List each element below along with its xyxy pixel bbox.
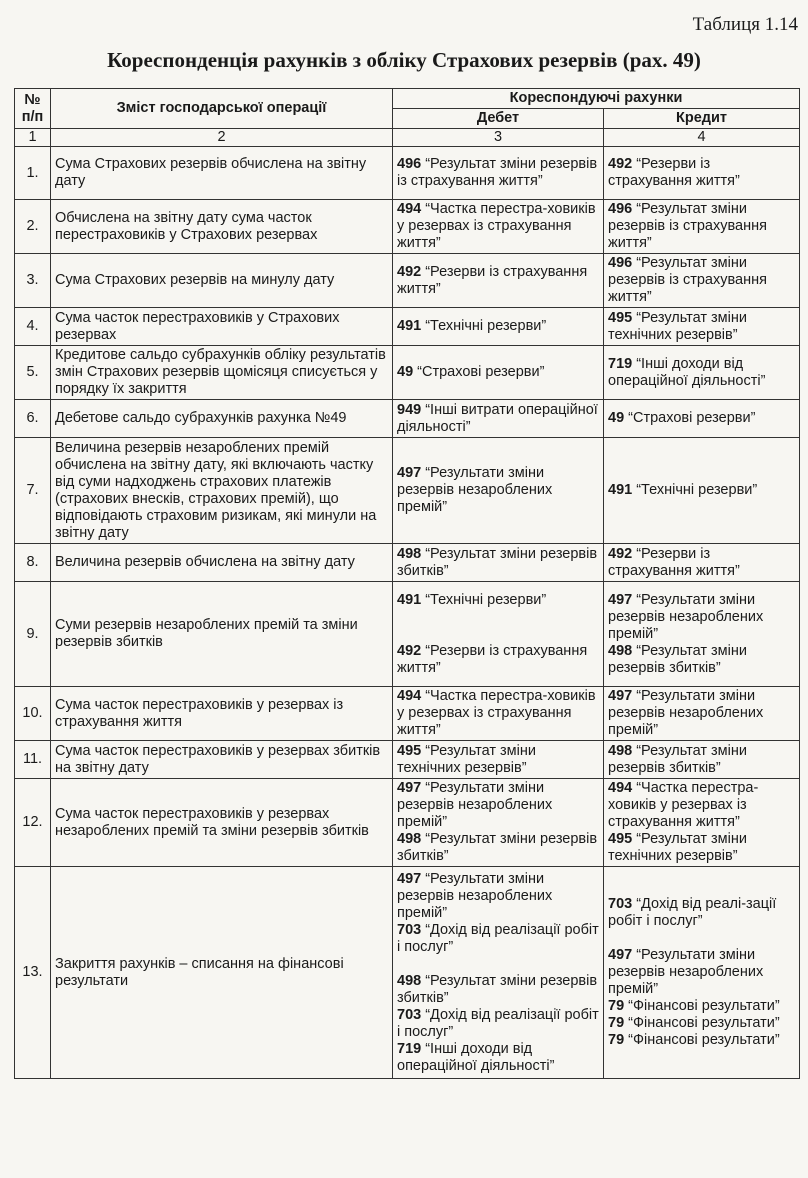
debit-cell — [393, 438, 604, 544]
account-name: “Резерви із страхування життя” — [397, 263, 588, 297]
column-index: 2 — [51, 129, 393, 147]
row-number: 13. — [15, 867, 51, 1079]
account-code: 497 — [397, 465, 422, 481]
account-entry — [608, 947, 795, 998]
account-name: “Результат зміни резервів збитків” — [397, 831, 598, 864]
account-entry — [608, 410, 795, 427]
account-entry — [608, 201, 795, 252]
account-entry — [397, 922, 599, 956]
account-code: 497 — [397, 870, 422, 887]
row-number: 11. — [15, 741, 51, 779]
account-name: “Дохід від реалі-зації робіт і послуг” — [608, 896, 777, 929]
credit-cell — [604, 544, 800, 582]
account-entry — [397, 156, 599, 190]
table-row — [15, 779, 800, 867]
account-name: “Фінансові результати” — [624, 1015, 780, 1031]
account-name: “Результат зміни технічних резервів” — [608, 309, 747, 343]
debit-cell — [393, 254, 604, 308]
row-number: 1. — [15, 147, 51, 200]
account-code: 79 — [608, 998, 625, 1014]
table-label: Таблиця 1.14 — [692, 14, 798, 35]
entry-spacer — [397, 626, 599, 643]
account-name: “Результат зміни технічних резервів” — [397, 742, 536, 776]
account-name: “Результати зміни резервів незароблених премій” — [608, 688, 764, 738]
account-entry — [608, 356, 795, 390]
header-debit: Дебет — [393, 109, 604, 129]
account-name: “Результат зміни технічних резервів” — [608, 831, 747, 864]
correspondence-table — [14, 88, 800, 1079]
operation-description: Дебетове сальдо субрахунків рахунка №49 — [51, 400, 393, 438]
account-entry — [608, 255, 795, 306]
column-index: 1 — [15, 129, 51, 147]
credit-cell — [604, 867, 800, 1079]
account-name: “Дохід від реалізації робіт і послуг” — [397, 1006, 599, 1040]
account-code: 703 — [608, 896, 633, 912]
debit-cell — [393, 687, 604, 741]
credit-cell — [604, 147, 800, 200]
debit-cell — [393, 544, 604, 582]
account-entry — [397, 743, 599, 777]
account-name: “Фінансові результати” — [624, 1032, 780, 1048]
operation-description: Суми резервів незароблених премій та зміни резервів збитків — [51, 582, 393, 687]
account-name: “Інші доходи від операційної діяльності” — [608, 355, 766, 389]
account-name: “Технічні резерви” — [421, 591, 547, 608]
header-content: Зміст господарської операції — [51, 89, 393, 129]
account-name: “Результати зміни резервів незароблених премій” — [397, 465, 553, 515]
table-row — [15, 346, 800, 400]
account-code: 491 — [397, 591, 422, 608]
account-entry — [397, 546, 599, 580]
account-code: 497 — [608, 591, 633, 608]
table-row — [15, 438, 800, 544]
debit-cell — [393, 779, 604, 867]
debit-cell — [393, 867, 604, 1079]
account-name: “Фінансові результати” — [624, 998, 780, 1014]
account-entry — [397, 1041, 599, 1075]
table-row — [15, 544, 800, 582]
account-entry — [397, 688, 599, 739]
account-code: 949 — [397, 401, 422, 418]
account-code: 496 — [397, 156, 422, 172]
account-code: 79 — [608, 1032, 625, 1048]
account-entry — [608, 546, 795, 580]
entry-spacer — [608, 930, 795, 947]
table-row — [15, 400, 800, 438]
account-code: 703 — [397, 921, 422, 938]
debit-cell — [393, 308, 604, 346]
operation-description: Сума часток перестраховиків у резервах незароблених премій та зміни резервів збитків — [51, 779, 393, 867]
account-name: “Технічні резерви” — [421, 318, 547, 334]
account-entry — [397, 364, 599, 381]
account-entry — [608, 643, 795, 677]
account-code: 494 — [608, 780, 633, 796]
operation-description: Сума Страхових резервів на минулу дату — [51, 254, 393, 308]
table-row — [15, 867, 800, 1079]
account-code: 49 — [608, 410, 625, 426]
debit-cell — [393, 346, 604, 400]
row-number: 2. — [15, 200, 51, 254]
account-name: “Результат зміни резервів збитків” — [608, 742, 747, 776]
account-entry — [397, 402, 599, 436]
credit-cell — [604, 254, 800, 308]
debit-cell — [393, 200, 604, 254]
credit-cell — [604, 400, 800, 438]
account-entry — [608, 156, 795, 190]
account-entry — [608, 896, 795, 930]
account-entry — [608, 310, 795, 344]
credit-cell — [604, 687, 800, 741]
account-name: “Результати зміни резервів незароблених премій” — [608, 591, 764, 642]
debit-cell — [393, 582, 604, 687]
account-entry — [608, 780, 795, 831]
account-name: “Страхові резерви” — [413, 364, 545, 380]
credit-cell — [604, 438, 800, 544]
account-entry — [397, 973, 599, 1007]
account-name: “Дохід від реалізації робіт і послуг” — [397, 921, 599, 955]
row-number: 9. — [15, 582, 51, 687]
account-entry — [608, 743, 795, 777]
row-number: 4. — [15, 308, 51, 346]
debit-cell — [393, 741, 604, 779]
account-name: “Інші доходи від операційної діяльності” — [397, 1040, 555, 1074]
account-entry — [397, 201, 599, 252]
header-corresponding-accounts: Кореспондуючі рахунки — [393, 89, 800, 109]
account-name: “Частка перестра-ховиків у резервах із страхування життя” — [608, 780, 759, 830]
account-entry — [397, 831, 599, 865]
operation-description: Величина резервів обчислена на звітну дату — [51, 544, 393, 582]
entry-spacer — [397, 956, 599, 973]
account-code: 492 — [608, 156, 633, 172]
account-code: 495 — [608, 309, 633, 326]
account-name: “Результат зміни резервів із страхування життя” — [397, 156, 598, 189]
account-code: 79 — [608, 1015, 625, 1031]
page-title: Кореспонденція рахунків з обліку Страхових резервів (рах. 49) — [107, 48, 701, 72]
table-row — [15, 687, 800, 741]
account-code: 498 — [397, 545, 422, 562]
row-number: 10. — [15, 687, 51, 741]
credit-cell — [604, 582, 800, 687]
account-entry — [608, 831, 795, 865]
account-entry — [608, 1015, 795, 1032]
account-code: 497 — [397, 780, 422, 796]
row-number: 12. — [15, 779, 51, 867]
row-number: 3. — [15, 254, 51, 308]
account-code: 494 — [397, 201, 422, 217]
row-number: 6. — [15, 400, 51, 438]
account-code: 496 — [608, 255, 633, 271]
operation-description: Сума часток перестраховиків у Страхових резервах — [51, 308, 393, 346]
account-entry — [608, 688, 795, 739]
credit-cell — [604, 346, 800, 400]
operation-description: Сума Страхових резервів обчислена на звітну дату — [51, 147, 393, 200]
account-code: 498 — [397, 831, 422, 847]
account-name: “Резерви із страхування життя” — [608, 545, 740, 579]
operation-description: Закриття рахунків – списання на фінансові результати — [51, 867, 393, 1079]
account-entry — [608, 482, 795, 499]
table-row — [15, 200, 800, 254]
account-code: 492 — [397, 263, 422, 280]
debit-cell — [393, 147, 604, 200]
account-name: “Технічні резерви” — [632, 482, 758, 498]
account-name: “Результат зміни резервів збитків” — [397, 545, 598, 579]
account-name: “Резерви із страхування життя” — [608, 156, 740, 189]
account-name: “Результат зміни резервів із страхування життя” — [608, 255, 767, 305]
table-row — [15, 308, 800, 346]
credit-cell — [604, 308, 800, 346]
account-name: “Частка перестра-ховиків у резервах із страхування життя” — [397, 201, 596, 251]
account-entry — [397, 780, 599, 831]
account-entry — [608, 1032, 795, 1049]
table-row — [15, 254, 800, 308]
account-name: “Результат зміни резервів збитків” — [608, 642, 747, 676]
account-name: “Резерви із страхування життя” — [397, 642, 588, 676]
account-entry — [397, 643, 599, 677]
header-num: № п/п — [15, 89, 51, 129]
credit-cell — [604, 200, 800, 254]
account-entry — [397, 318, 599, 335]
account-entry — [397, 871, 599, 922]
column-index: 4 — [604, 129, 800, 147]
account-code: 494 — [397, 688, 422, 704]
table-row — [15, 147, 800, 200]
row-number: 7. — [15, 438, 51, 544]
account-name: “Результати зміни резервів незароблених премій” — [608, 947, 764, 997]
account-entry — [397, 465, 599, 516]
operation-description: Сума часток перестраховиків у резервах із страхування життя — [51, 687, 393, 741]
table-row — [15, 741, 800, 779]
operation-description: Кредитове сальдо субрахунків обліку результатів змін Страхових резервів щомісяця списується у порядку їх закриття — [51, 346, 393, 400]
account-name: “Частка перестра-ховиків у резервах із страхування життя” — [397, 688, 596, 738]
column-index: 3 — [393, 129, 604, 147]
row-number: 5. — [15, 346, 51, 400]
operation-description: Обчислена на звітну дату сума часток перестраховиків у Страхових резервах — [51, 200, 393, 254]
account-name: “Результати зміни резервів незароблених премій” — [397, 780, 553, 830]
table-body — [15, 147, 800, 1079]
account-name: “Інші витрати операційної діяльності” — [397, 401, 598, 435]
account-code: 495 — [397, 742, 422, 759]
account-entry — [397, 1007, 599, 1041]
credit-cell — [604, 779, 800, 867]
credit-cell — [604, 741, 800, 779]
account-code: 495 — [608, 831, 633, 847]
account-code: 497 — [608, 688, 633, 704]
account-code: 498 — [608, 742, 633, 759]
account-code: 492 — [397, 642, 422, 659]
account-code: 491 — [397, 318, 422, 334]
entry-spacer — [397, 609, 599, 626]
account-entry — [397, 264, 599, 298]
debit-cell — [393, 400, 604, 438]
account-code: 496 — [608, 201, 633, 217]
account-name: “Результати зміни резервів незароблених премій” — [397, 870, 553, 921]
account-code: 498 — [397, 972, 422, 989]
table-row — [15, 582, 800, 687]
account-entry — [608, 998, 795, 1015]
account-code: 492 — [608, 545, 633, 562]
account-code: 703 — [397, 1006, 422, 1023]
account-code: 497 — [608, 947, 633, 963]
account-name: “Страхові резерви” — [624, 410, 756, 426]
account-name: “Результат зміни резервів із страхування життя” — [608, 201, 767, 251]
operation-description: Сума часток перестраховиків у резервах збитків на звітну дату — [51, 741, 393, 779]
account-code: 719 — [397, 1040, 422, 1057]
operation-description: Величина резервів незароблених премій обчислена на звітну дату, які включають частку від суми надходжень страхових платежів (страхових внесків, страхових премій), що відповідають страховим ризикам, які минули на звітну дату — [51, 438, 393, 544]
account-code: 498 — [608, 642, 633, 659]
account-entry — [608, 592, 795, 643]
header-credit: Кредит — [604, 109, 800, 129]
account-name: “Результат зміни резервів збитків” — [397, 972, 598, 1006]
account-code: 491 — [608, 482, 633, 498]
account-entry — [397, 592, 599, 609]
account-code: 49 — [397, 364, 414, 380]
row-number: 8. — [15, 544, 51, 582]
account-code: 719 — [608, 355, 633, 372]
